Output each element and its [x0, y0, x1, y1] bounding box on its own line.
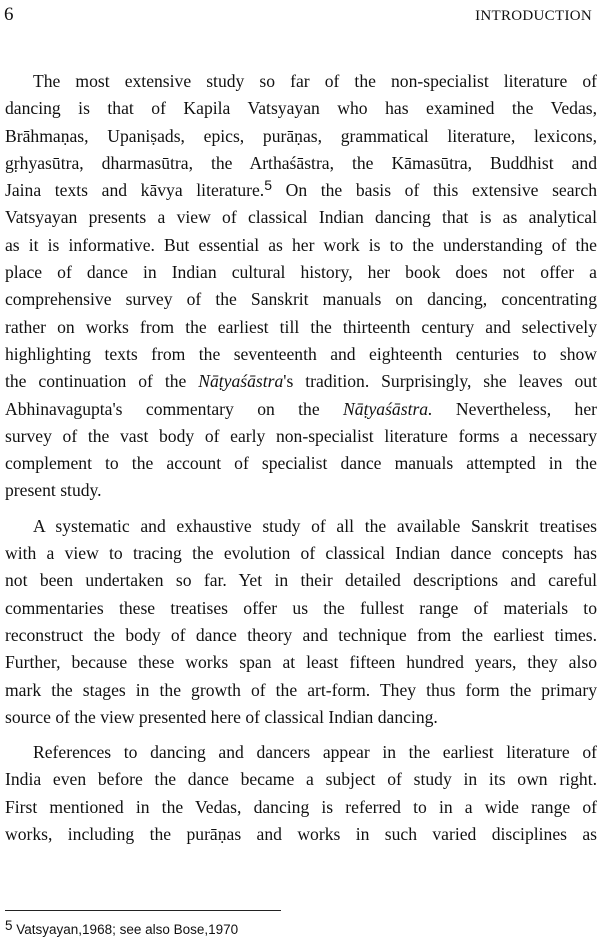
paragraph-2 — [5, 513, 597, 731]
text-line: present study. — [5, 480, 102, 501]
text-line: survey of the vast body of early non-specialist literature forms a necessary — [5, 425, 597, 446]
text-line: complement to the account of specialist dance manuals attempted in the — [5, 453, 597, 474]
body-text — [5, 68, 597, 848]
footnote-rule — [5, 910, 281, 911]
running-head: INTRODUCTION — [475, 8, 592, 24]
text-line: as it is informative. But essential as her work is to the understanding of the — [5, 234, 597, 255]
text-line: with a view to tracing the evolution of classical Indian dance concepts has — [5, 543, 597, 564]
text-span: the continuation of the — [5, 371, 199, 392]
italic-title: Nāṭyaśāstra. — [343, 398, 433, 419]
text-line: comprehensive survey of the Sanskrit manuals on dancing, concentrating — [5, 289, 597, 310]
text-line: gṛhyasūtra, dharmasūtra, the Arthaśāstra, the Kāmasūtra, Buddhist and — [5, 152, 597, 173]
italic-title: Nāṭyaśāstra — [198, 371, 284, 392]
text-line: source of the view presented here of classical Indian dancing. — [5, 706, 438, 727]
text-span: Abhinavagupta's commentary on the — [5, 398, 344, 419]
text-span: 's tradition. Surprisingly, she leaves out — [283, 371, 597, 392]
text-line: mark the stages in the growth of the art-form. They thus form the primary — [5, 679, 597, 700]
text-line: not been undertaken so far. Yet in their detailed descriptions and careful — [5, 570, 597, 591]
text-line: highlighting texts from the seventeenth and eighteenth centuries to show — [5, 343, 597, 364]
text-line: reconstruct the body of dance theory and technique from the earliest times. — [5, 624, 597, 645]
paragraph-3 — [5, 739, 597, 848]
text-line — [5, 396, 597, 423]
text-line: works, including the purāṇas and works in such varied disciplines as — [5, 824, 597, 845]
text-line: Further, because these works span at least fifteen hundred years, they also — [5, 652, 597, 673]
text-line: The most extensive study so far of the non-specialist literature of — [33, 71, 597, 91]
paragraph-1 — [5, 68, 597, 505]
footnote-text: Vatsyayan,1968; see also Bose,1970 — [12, 922, 239, 937]
text-span: On the basis of this extensive search — [271, 180, 597, 201]
text-line — [5, 177, 597, 204]
text-line: Vatsyayan presents a view of classical Indian dancing that is as analytical — [5, 207, 597, 228]
text-span: Jaina texts and kāvya literature. — [5, 180, 265, 201]
footnote-marker: 5 — [264, 177, 272, 194]
text-line: Brāhmaṇas, Upaniṣads, epics, purāṇas, grammatical literature, lexicons, — [5, 125, 597, 146]
text-line: dancing is that of Kapila Vatsyayan who has examined the Vedas, — [5, 98, 597, 119]
text-line: A systematic and exhaustive study of all the available Sanskrit treatises — [33, 515, 597, 536]
text-line: commentaries these treatises offer us the fullest range of materials to — [5, 597, 597, 618]
text-span: Nevertheless, her — [432, 398, 597, 419]
text-line: First mentioned in the Vedas, dancing is referred to in a wide range of — [5, 796, 597, 817]
text-line: rather on works from the earliest till the thirteenth century and selectively — [5, 316, 597, 337]
text-line — [5, 368, 597, 395]
text-line: India even before the dance became a subject of study in its own right. — [5, 769, 597, 790]
text-line: References to dancing and dancers appear in the earliest literature of — [33, 742, 597, 763]
footnote-number: 5 — [5, 918, 13, 933]
footnote — [5, 917, 238, 939]
page-number: 6 — [4, 4, 14, 25]
text-line: place of dance in Indian cultural history, her book does not offer a — [5, 262, 597, 283]
